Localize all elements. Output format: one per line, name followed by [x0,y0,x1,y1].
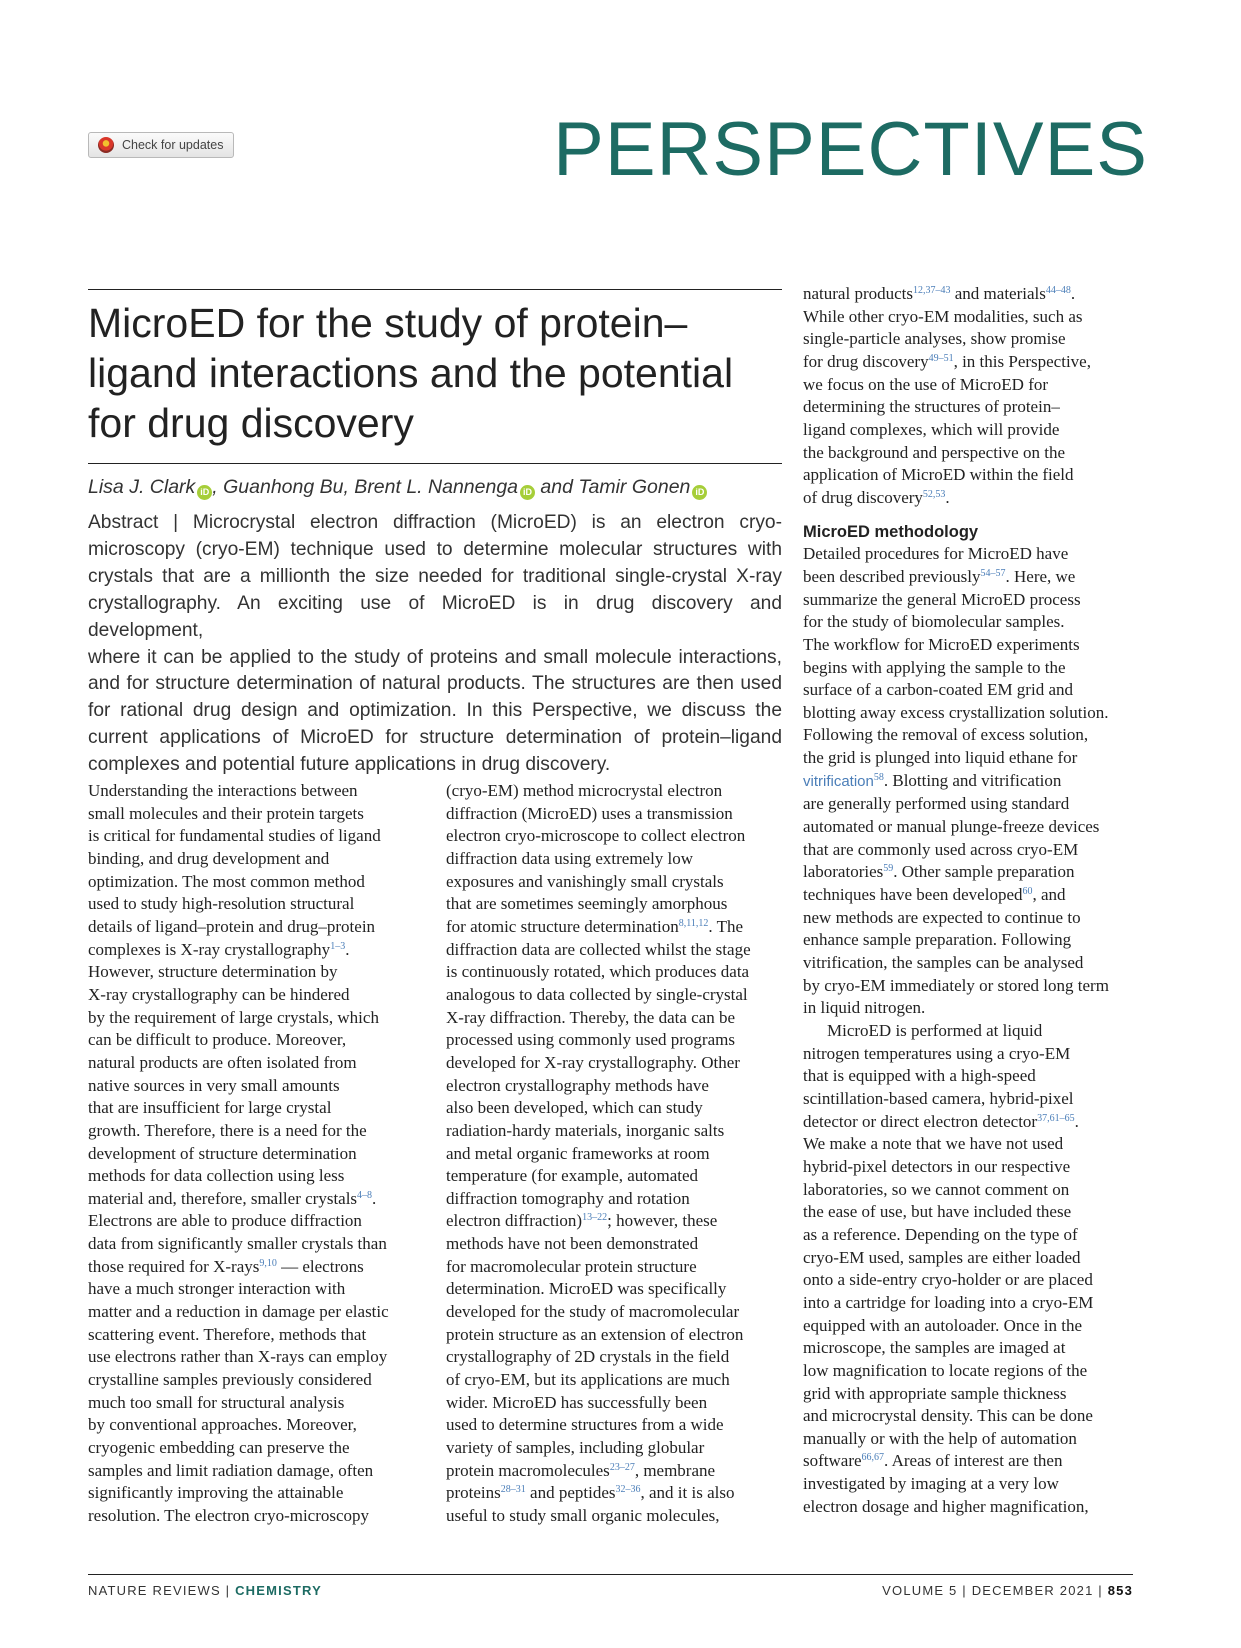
text-line: is continuously rotated, which produces data [446,962,750,982]
text-line: electron diffraction)$^{13-22}$; however, these [446,1211,718,1231]
orcid-icon[interactable]: iD [197,485,212,500]
author-name: Lisa J. Clark [88,476,196,498]
text-line: for atomic structure determination$^{8,11,12}$. The [446,916,743,936]
text-line: However, structure determination by [88,962,338,982]
text-line: have a much stronger interaction with [88,1279,346,1299]
text-line: protein macromolecules$^{23-27}$, membrane [446,1460,716,1480]
text-line: development of structure determination [88,1143,357,1163]
text-line: binding, and drug development and [88,848,330,868]
text-line: crystallography of 2D crystals in the field [446,1347,730,1367]
text-line: into a cartridge for loading into a cryo-EM [803,1292,1094,1312]
text-line: application of MicroED within the field [803,465,1074,485]
text-line: can be difficult to produce. Moreover, [88,1030,347,1050]
text-line: blotting away excess crystallization solution. [803,702,1109,722]
text-line: crystalline samples previously considered [88,1370,372,1390]
text-line: diffraction (MicroED) uses a transmission [446,803,733,823]
paragraph [803,543,1138,1020]
text-line: analogous to data collected by single-crystal [446,984,748,1004]
text-line: of cryo-EM, but its applications are much [446,1370,730,1390]
author-name: Guanhong Bu, Brent L. Nannenga [223,476,519,498]
text-line: data from significantly smaller crystals than [88,1234,387,1254]
citation-ref[interactable]: 54–57 [980,567,1006,579]
citation-ref[interactable]: 8,11,12 [678,917,709,929]
citation-ref[interactable]: 52,53 [922,488,946,500]
text-line: onto a side-entry cryo-holder or are placed [803,1270,1093,1290]
text-line: significantly improving the attainable [88,1483,344,1503]
text-line: details of ligand–protein and drug–protein [88,916,376,936]
text-line: the ease of use, but have included these [803,1202,1072,1222]
text-line: detector or direct electron detector$^{37,61-65}$. [803,1111,1079,1131]
citation-ref[interactable]: 32–36 [615,1484,641,1496]
citation-ref[interactable]: 66,67 [861,1452,885,1464]
section-banner: PERSPECTIVES [553,107,1148,192]
text-line: X-ray crystallography can be hindered [88,984,350,1004]
text-line: methods for data collection using less [88,1166,345,1186]
body-column-2 [446,780,781,1528]
text-line: for macromolecular protein structure [446,1256,697,1276]
text-line: investigated by imaging at a very low [803,1474,1059,1494]
text-line: scattering event. Therefore, methods that [88,1324,367,1344]
text-line: by conventional approaches. Moreover, [88,1415,357,1435]
text-line: cryo-EM used, samples are either loaded [803,1247,1081,1267]
text-line: determining the structures of protein– [803,397,1060,417]
text-line: of drug discovery$^{52,53}$. [803,487,950,507]
text-line: developed for the study of macromolecular [446,1302,740,1322]
text-line: that is equipped with a high-speed [803,1066,1036,1086]
issue-date: DECEMBER 2021 [971,1583,1094,1598]
text-line: been described previously$^{54-57}$. Here, we [803,566,1076,586]
abstract-line: complexes and potential future applications in drug discovery. [88,754,611,776]
text-line: natural products$^{12,37-43}$ and materials$^{44-48}$. [803,284,1076,303]
text-line: those required for X-rays$^{9,10}$ — electrons [88,1256,364,1276]
text-line: radiation-hardy materials, inorganic salts [446,1120,725,1140]
text-line: vitrification$^{58}$. Blotting and vitrification [803,770,1062,790]
author-list [88,474,788,500]
text-line: diffraction tomography and rotation [446,1188,690,1208]
text-line: resolution. The electron cryo-microscopy [88,1506,370,1525]
abstract [88,510,782,779]
citation-ref[interactable]: 4–8 [357,1189,373,1201]
text-line: use electrons rather than X-rays can employ [88,1347,388,1367]
text-line: wider. MicroED has successfully been [446,1392,708,1412]
abstract-line: crystallography. An exciting use of MicroED is in drug discovery and development, [88,592,782,641]
text-line: ligand complexes, which will provide [803,419,1060,439]
text-line: X-ray diffraction. Thereby, the data can be [446,1007,736,1027]
text-line: variety of samples, including globular [446,1438,705,1458]
text-line: material and, therefore, smaller crystals$^{4-8}$. [88,1188,377,1208]
text-line: electron crystallography methods have [446,1075,709,1095]
text-line: samples and limit radiation damage, often [88,1460,374,1480]
text-line: The workflow for MicroED experiments [803,634,1080,654]
text-line: and metal organic frameworks at room [446,1143,710,1163]
text-line: protein structure as an extension of electron [446,1324,744,1344]
text-line: microscope, the samples are imaged at [803,1338,1066,1358]
citation-ref[interactable]: 9,10 [259,1257,277,1269]
text-line: natural products are often isolated from [88,1052,357,1072]
text-line: Following the removal of excess solution, [803,725,1089,745]
citation-ref[interactable]: 60 [1022,886,1033,898]
text-line: hybrid-pixel detectors in our respective [803,1156,1071,1176]
text-line: determination. MicroED was specifically [446,1279,727,1299]
title-top-rule [88,289,782,290]
text-line: used to study high-resolution structural [88,894,355,914]
text-line: by the requirement of large crystals, which [88,1007,379,1027]
text-line: matter and a reduction in damage per elastic [88,1302,389,1322]
volume: VOLUME 5 [882,1583,958,1598]
text-line: automated or manual plunge-freeze devices [803,817,1100,837]
text-line: small molecules and their protein targets [88,803,364,823]
paragraph [803,1020,1138,1518]
footer-separator: | [220,1583,236,1598]
citation-ref[interactable]: 23–27 [609,1461,635,1473]
text-line: growth. Therefore, there is a need for the [88,1120,367,1140]
article-title [88,298,788,448]
text-line: vitrification, the samples can be analysed [803,953,1084,973]
text-line: (cryo-EM) method microcrystal electron [446,781,723,800]
text-line: that are sometimes seemingly amorphous [446,894,728,914]
text-line: much too small for structural analysis [88,1392,345,1412]
footer-separator: | [957,1583,972,1598]
text-line: by cryo-EM immediately or stored long term [803,975,1109,995]
text-line: we focus on the use of MicroED for [803,374,1049,394]
text-line: Understanding the interactions between [88,781,358,800]
text-line: developed for X-ray crystallography. Other [446,1052,740,1072]
author-separator: , [212,476,224,498]
text-line: software$^{66,67}$. Areas of interest are then [803,1451,1063,1471]
citation-ref[interactable]: 44–48 [1045,285,1071,296]
text-line: useful to study small organic molecules, [446,1506,720,1525]
citation-ref[interactable]: 13–22 [582,1212,608,1224]
paragraph [803,283,1138,510]
text-line: are generally performed using standard [803,794,1070,814]
paragraph [88,780,418,1528]
text-line: methods have not been demonstrated [446,1234,699,1254]
text-line: laboratories$^{59}$. Other sample preparation [803,862,1075,882]
title-line: MicroED for the study of protein– [88,300,688,346]
check-for-updates-button[interactable] [88,132,234,158]
body-column-3 [803,283,1138,1518]
citation-ref[interactable]: 58 [873,771,884,783]
paragraph [446,780,781,1528]
text-line: We make a note that we have not used [803,1134,1064,1154]
citation-ref[interactable]: 59 [883,863,894,875]
text-line: used to determine structures from a wide [446,1415,724,1435]
author-name: Tamir Gonen [578,476,691,498]
citation-ref[interactable]: 12,37–43 [913,285,951,296]
text-line: surface of a carbon-coated EM grid and [803,680,1073,700]
journal-section: CHEMISTRY [235,1583,322,1598]
text-line: the background and perspective on the [803,442,1065,462]
text-line: native sources in very small amounts [88,1075,340,1095]
text-line: optimization. The most common method [88,871,365,891]
footer-journal [88,1583,322,1598]
text-line: diffraction data are collected whilst the stage [446,939,751,959]
text-line: laboratories, so we cannot comment on [803,1179,1070,1199]
text-line: MicroED is performed at liquid [827,1021,1043,1040]
abstract-line: crystals that are a millionth the size needed for traditional single-crystal X-ray [88,565,782,587]
abstract-line: Abstract | Microcrystal electron diffraction (MicroED) is an electron cryo- [88,512,782,533]
text-line: also been developed, which can study [446,1098,703,1118]
section-heading: MicroED methodology [803,522,979,541]
footer-separator: | [1093,1583,1108,1598]
text-line: exposures and vanishingly small crystals [446,871,724,891]
check-for-updates-label: Check for updates [122,138,224,152]
abstract-line: for rational drug design and optimization. In this Perspective, we discuss the [88,700,782,722]
crossmark-icon [98,137,114,153]
text-line: and microcrystal density. This can be done [803,1406,1093,1426]
abstract-line: microscopy (cryo-EM) technique used to determine molecular structures with [88,538,782,560]
text-line: grid with appropriate sample thickness [803,1383,1067,1403]
text-line: techniques have been developed$^{60}$, and [803,885,1066,905]
text-line: that are commonly used across cryo-EM [803,839,1079,859]
text-line: equipped with an autoloader. Once in the [803,1315,1082,1335]
text-line: scintillation-based camera, hybrid-pixel [803,1088,1074,1108]
citation-ref[interactable]: 37,61–65 [1037,1112,1075,1124]
glossary-link[interactable]: vitrification [803,772,874,790]
text-line: manually or with the help of automation [803,1428,1077,1448]
citation-ref[interactable]: 28–31 [500,1484,526,1496]
text-line: single-particle analyses, show promise [803,329,1066,349]
title-line: for drug discovery [88,400,414,446]
text-line: nitrogen temperatures using a cryo-EM [803,1043,1071,1063]
footer-issue [882,1583,1133,1598]
text-line: for the study of biomolecular samples. [803,612,1065,632]
text-line: new methods are expected to continue to [803,907,1081,927]
footer-rule [88,1574,1133,1575]
text-line: electron dosage and higher magnification, [803,1496,1089,1516]
text-line: for drug discovery$^{49-51}$, in this Perspective, [803,351,1091,371]
author-separator: and [535,476,579,498]
abstract-line: where it can be applied to the study of proteins and small molecule interactions, [88,646,782,668]
orcid-icon[interactable]: iD [520,485,535,500]
citation-ref[interactable]: 49–51 [928,352,954,364]
text-line: low magnification to locate regions of the [803,1360,1088,1380]
text-line: proteins$^{28-31}$ and peptides$^{32-36}$, and it is also [446,1483,735,1503]
text-line: temperature (for example, automated [446,1166,699,1186]
text-line: is critical for fundamental studies of ligand [88,826,381,846]
text-line: Detailed procedures for MicroED have [803,544,1069,564]
text-line: processed using commonly used programs [446,1030,735,1050]
text-line: the grid is plunged into liquid ethane for [803,748,1078,768]
orcid-icon[interactable]: iD [692,485,707,500]
text-line: complexes is X-ray crystallography$^{1-3}$. [88,939,350,959]
text-line: cryogenic embedding can preserve the [88,1438,350,1458]
abstract-line: and for structure determination of natural products. The structures are then used [88,673,782,695]
journal-name: NATURE REVIEWS [88,1583,221,1598]
citation-ref[interactable]: 1–3 [330,940,346,952]
text-line: diffraction data using extremely low [446,848,694,868]
body-column-1 [88,780,418,1528]
abstract-line: current applications of MicroED for structure determination of protein–ligand [88,727,782,749]
text-line: enhance sample preparation. Following [803,930,1072,950]
text-line: Electrons are able to produce diffraction [88,1211,362,1231]
text-line: While other cryo-EM modalities, such as [803,306,1083,326]
text-line: electron cryo-microscope to collect electron [446,826,746,846]
title-line: ligand interactions and the potential [88,350,734,396]
text-line: in liquid nitrogen. [803,998,926,1018]
text-line: that are insufficient for large crystal [88,1098,332,1118]
text-line: summarize the general MicroED process [803,589,1081,609]
text-line: begins with applying the sample to the [803,657,1066,677]
title-bottom-rule [88,463,782,464]
text-line: as a reference. Depending on the type of [803,1224,1078,1244]
page-number: 853 [1107,1583,1133,1598]
